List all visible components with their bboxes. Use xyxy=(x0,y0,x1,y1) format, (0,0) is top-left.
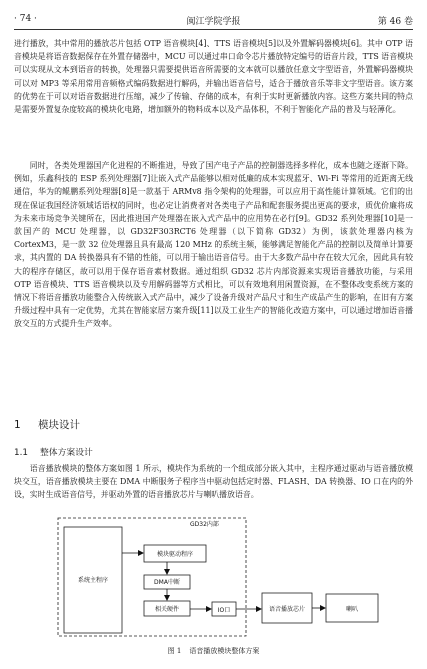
volume-label: 第 46 卷 xyxy=(377,17,413,27)
speaker-label: 喇叭 xyxy=(345,606,359,613)
paragraph-domestic-processors: 同时，各类处理器国产化进程的不断推进，导致了国产电子产品的控制器选择多样化，成本也随之逐渐下降。例如，乐鑫科技的 ESP 系列处理器[7]让嵌入式产品能够以相对低廉的成本实现蓝牙、Wi-Fi 等常用的近距离无线通信，华为的鲲鹏系列处理器[8]是一款基于 ARMv8 指令架构的处理器，可以应用于高性能计算领域。它们的出现在保证我国经济领域话语权的同时，也必定让消费者对各类电子产品和配套服务提出更高的要求，质优价廉将成为未来市场竞争关键所在，因此推进国产处理器在嵌入式产品中的应用势在必行[9]。GD32 系列处理器[10]是一款国产的 MCU 处理器，以 GD32F303RCT6 处理器（以下简称 GD32）为例，该款处理器内核为 CortexM3，是一款 32 位处理器且具有最高 120 MHz 的系统主频，能够满足智能化产品的控制以及简单计算要求，其内置的 DA 转换器具有不错的性能，可以用于输出语音信号。由于大多数产品中存在较大冗余，因此具有较大的程序存储区，故可以用于保存语音素材数据。通过组织 GD32 芯片内部资源来实现语音播放功能，与采用 OTP 语音模块、TTS 语音模块以及专用解码器等方式相比，可以有效地利用闲置资源，在不整体改变系统方案的情况下将语音播放功能整合入传统嵌入式产品中，减少了设备升级对产品尺寸和生产成品产生的影响，在旧有方案升级过程中具有一定优势，尤其在智能家居方案升级[11]以及工业生产的智能化改造方案中，可以通过增加语音播放交互的方式提升生产效率。 xyxy=(14,161,413,329)
paragraph-intro-continued: 进行播放，其中常用的播放芯片包括 OTP 语音模块[4]、TTS 语音模块[5]以及外置解码器模块[6]。其中 OTP 语音模块是将语音数据保存在外置存储器中，MCU 可以通过串口命令芯片播放特定编号的语音片段，TTS 语音模块可以实现从文本到语音的转换，处理器只需要提供语音所需要的文本就可以播放任意文字型语音，外置解码器模块可以对 MP3 等采用常用音频格式编码数据进行解码，并输出语音信号，适合于播放音乐等非文字型语音。该方案的优势在于可以对语音数据进行压缩，减少了传输、存储的成本，有利于实时更新播放内容。这些方案共同的特点是需要外置复杂度较高的模块化电路，增加额外的物料成本以及产品体积，不利于智能化产品的普及与轻薄化。 xyxy=(14,39,413,115)
voice-chip-label: 语音播放芯片 xyxy=(268,606,306,613)
paragraph-overall-scheme: 语音播放模块的整体方案如图 1 所示，模块作为系统的一个组成部分嵌入其中，主程序通过驱动与语音播放模块交互，语音播放模块主要在 DMA 中断服务子程序当中驱动包括定时器、FLASH、DA 转换器、IO 口在内的外设，实时生成语音信号，并驱动外置的语音播放芯片与喇叭播放语音。 xyxy=(14,464,413,500)
figure-caption-text: 语音播放模块整体方案 xyxy=(189,647,260,655)
figure-caption xyxy=(0,646,427,656)
page-number: · 74 · xyxy=(14,14,37,24)
section-title: 模块设计 xyxy=(38,419,80,431)
subsection-title: 整体方案设计 xyxy=(40,448,93,458)
section-number: 1 xyxy=(14,419,21,431)
subsection-number: 1.1 xyxy=(14,448,28,458)
driver-label: 模块驱动程序 xyxy=(156,551,194,558)
gd32-container-label: GD32内部 xyxy=(190,521,219,528)
io-port-label: IO口 xyxy=(217,607,231,614)
peripherals-label: 相关硬件 xyxy=(154,606,180,613)
main-program-label: 系统主程序 xyxy=(77,577,109,584)
journal-title: 闽江学院学报 xyxy=(186,17,241,27)
dma-irq-label: DMA中断 xyxy=(154,579,180,586)
figure-caption-number: 图 1 xyxy=(167,647,182,655)
